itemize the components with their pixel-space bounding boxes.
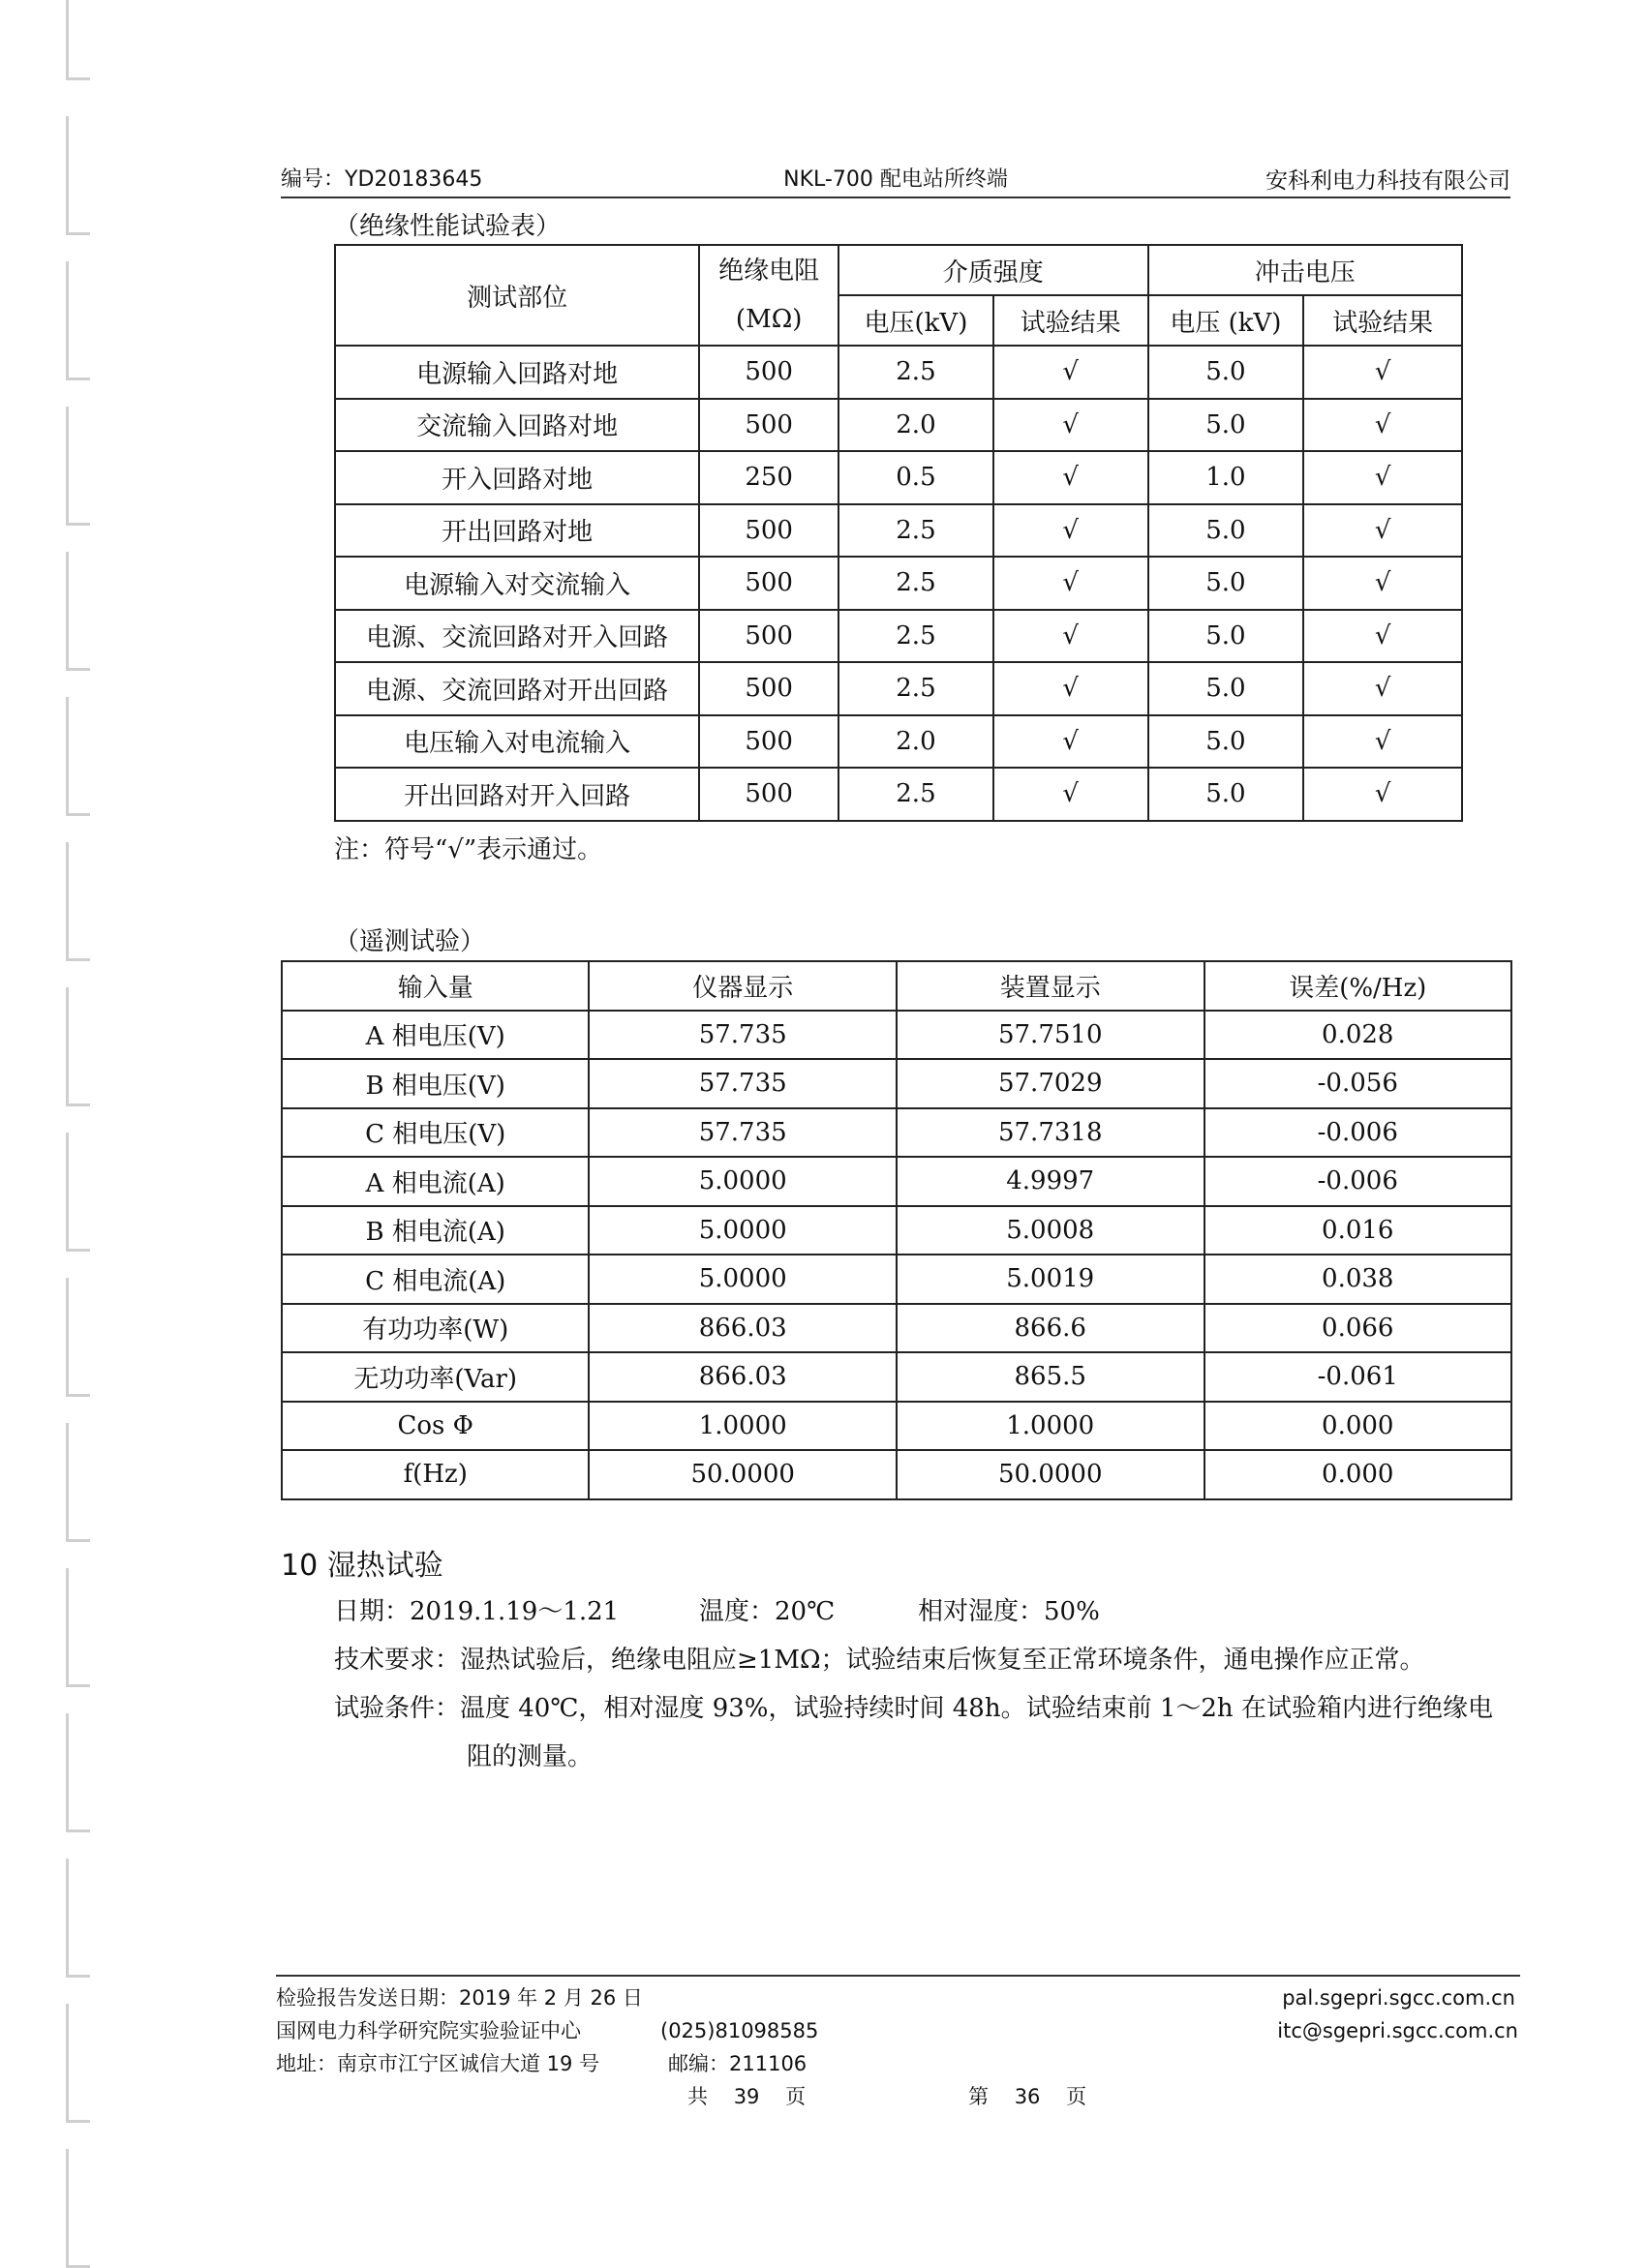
table-row: 电源输入回路对地 500 2.5 √ 5.0 √ [335,346,1462,399]
phone: (025)81098585 [660,2019,819,2042]
telemetry-caption: （遥测试验） [334,927,486,956]
table-row: 电压输入对电流输入 500 2.0 √ 5.0 √ [335,715,1462,769]
table-row: C 相电流(A) 5.0000 5.0019 0.038 [282,1255,1511,1304]
test-condition-line2: 阻的测量。 [467,1742,594,1771]
table-row: C 相电压(V) 57.735 57.7318 -0.006 [282,1108,1511,1158]
table-row: 交流输入回路对地 500 2.0 √ 5.0 √ [335,399,1462,452]
product-name: NKL-700 配电站所终端 [783,167,1008,192]
header-error: 误差(%/Hz) [1204,961,1512,1011]
page-number: 第 36 页 [968,2085,1087,2108]
table-row: f(Hz) 50.0000 50.0000 0.000 [282,1450,1511,1499]
table-row: B 相电流(A) 5.0000 5.0008 0.016 [282,1206,1511,1255]
table-row: 电源、交流回路对开出回路 500 2.5 √ 5.0 √ [335,662,1462,715]
table-row: 开出回路对开入回路 500 2.5 √ 5.0 √ [335,768,1462,821]
test-condition-line1: 试验条件：温度 40℃，相对湿度 93%，试验持续时间 48h。试验结束前 1～2h 在试验箱内进行绝缘电 [334,1694,1493,1723]
insulation-table [334,244,1463,822]
table-row: A 相电压(V) 57.735 57.7510 0.028 [282,1011,1511,1060]
insulation-note: 注：符号“√”表示通过。 [334,835,603,864]
postcode: 邮编：211106 [668,2052,808,2075]
test-temperature: 温度：20℃ [699,1597,836,1626]
email: itc@sgepri.sgcc.com.cn [1277,2019,1518,2042]
table-row: B 相电压(V) 57.735 57.7029 -0.056 [282,1059,1511,1108]
send-date: 检验报告发送日期：2019 年 2 月 26 日 [276,1986,643,2010]
header-device: 装置显示 [897,961,1204,1011]
table-row: A 相电流(A) 5.0000 4.9997 -0.006 [282,1157,1511,1206]
test-date: 日期：2019.1.19～1.21 [334,1597,620,1626]
report-number: 编号：YD20183645 [281,167,483,192]
table-row: 开入回路对地 250 0.5 √ 1.0 √ [335,451,1462,504]
test-humidity: 相对湿度：50% [918,1597,1100,1626]
insulation-caption: （绝缘性能试验表） [334,212,562,241]
header-dielectric: 介质强度 [838,245,1147,295]
total-pages: 共 39 页 [687,2085,807,2108]
company-name: 安科利电力科技有限公司 [1265,168,1510,194]
telemetry-table [281,960,1512,1500]
website: pal.sgepri.sgcc.com.cn [1282,1986,1515,2010]
table-header-row [282,961,1511,1011]
table-row: 电源输入对交流输入 500 2.5 √ 5.0 √ [335,557,1462,610]
header-instrument: 仪器显示 [589,961,897,1011]
table-row: 电源、交流回路对开入回路 500 2.5 √ 5.0 √ [335,610,1462,663]
organization: 国网电力科学研究院实验验证中心 [276,2019,581,2042]
footer-divider [276,1975,1520,1977]
header-impulse-voltage: 电压 (kV) [1148,295,1304,346]
table-row: 无功功率(Var) 866.03 865.5 -0.061 [282,1352,1511,1402]
header-part: 测试部位 [335,245,699,346]
header-dielectric-voltage: 电压(kV) [838,295,993,346]
table-row: Cos Φ 1.0000 1.0000 0.000 [282,1402,1511,1451]
table-row: 有功功率(W) 866.03 866.6 0.066 [282,1304,1511,1353]
header-divider [281,197,1510,198]
technical-requirement: 技术要求：湿热试验后，绝缘电阻应≥1MΩ；试验结束后恢复至正常环境条件，通电操作应正常。 [334,1646,1425,1675]
header-resistance: 绝缘电阻 (MΩ) [699,245,838,346]
header-impulse-result: 试验结果 [1303,295,1462,346]
header-dielectric-result: 试验结果 [993,295,1148,346]
section-title: 10 湿热试验 [281,1549,443,1583]
table-row: 开出回路对地 500 2.5 √ 5.0 √ [335,504,1462,558]
page-header [281,163,1510,196]
address: 地址：南京市江宁区诚信大道 19 号 [276,2052,600,2075]
header-input: 输入量 [282,961,589,1011]
header-impulse: 冲击电压 [1148,245,1462,295]
